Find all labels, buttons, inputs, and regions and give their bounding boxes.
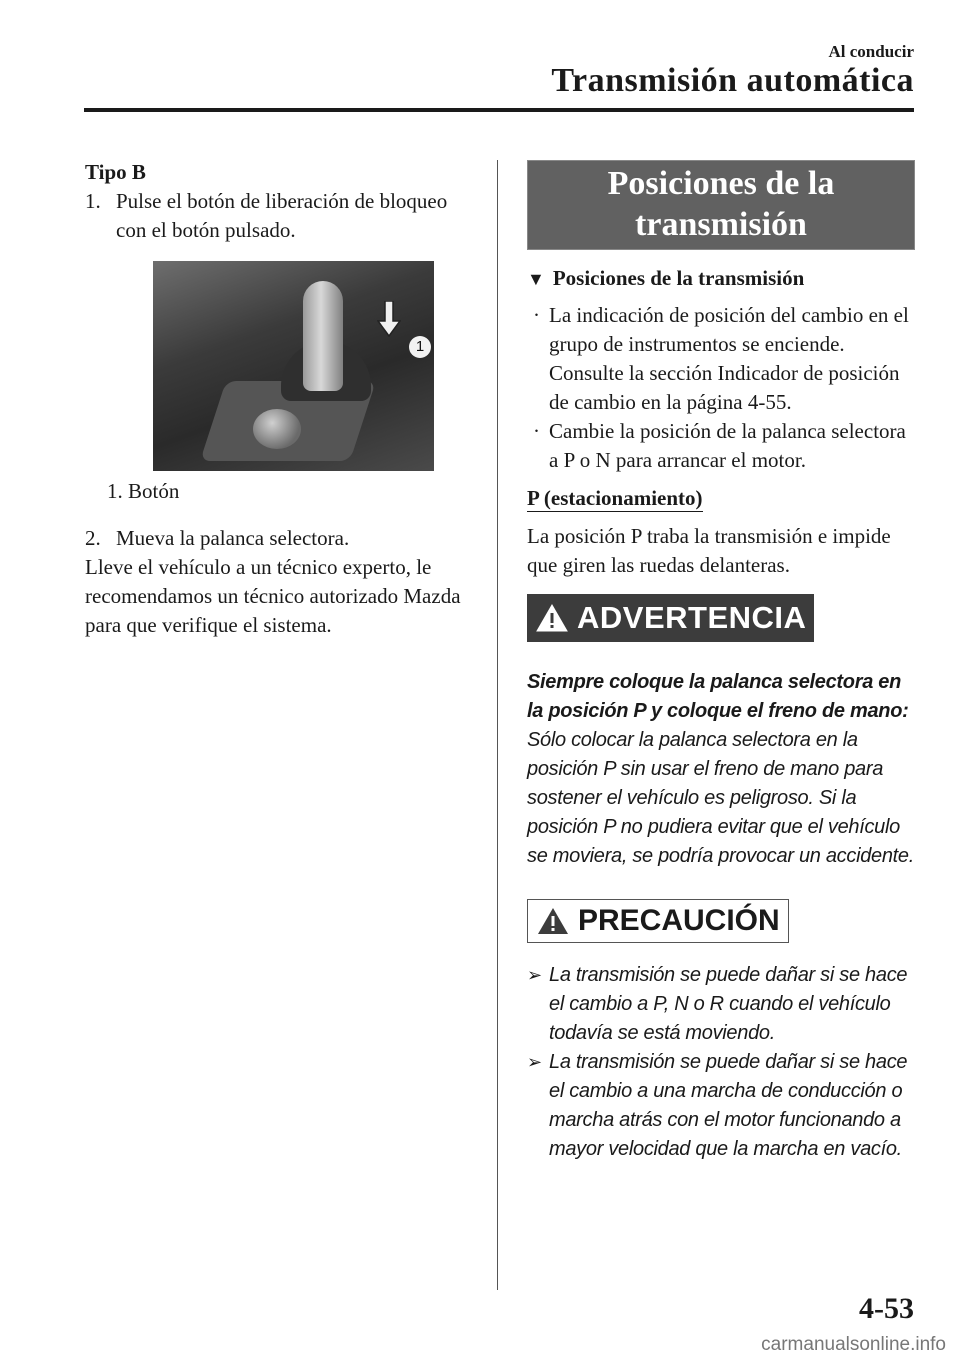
- header-rule: [84, 108, 914, 112]
- figure-caption: 1. Botón: [107, 479, 180, 503]
- watermark: carmanualsonline.info: [761, 1334, 946, 1355]
- page-number: 4-53: [859, 1292, 914, 1325]
- step-2-number: 2.: [85, 526, 101, 550]
- step-1-text: Pulse el botón de liberación de bloqueo con el botón pulsado.: [116, 189, 448, 242]
- warning-label: ADVERTENCIA: [577, 600, 807, 635]
- page-title: Transmisión automática: [551, 62, 914, 99]
- arrow-bullet-icon: ➢: [527, 965, 542, 985]
- list-item: [527, 417, 915, 475]
- warning-triangle-icon: [535, 603, 569, 633]
- subsection-heading-text: Posiciones de la transmisión: [552, 266, 805, 290]
- caution-list: [527, 961, 915, 1164]
- list-item: [527, 301, 915, 417]
- caution-label: PRECAUCIÓN: [578, 904, 780, 937]
- commander-knob: [253, 409, 301, 449]
- step-2: [85, 524, 480, 553]
- shift-lever: [303, 281, 343, 391]
- left-column: [85, 158, 480, 640]
- shift-lever-photo: [153, 261, 434, 471]
- right-column: [527, 160, 915, 1164]
- caution-text: La transmisión se puede dañar si se hace el cambio a P, N o R cuando el vehículo todavía se está moviendo.: [549, 964, 908, 1044]
- list-item: [527, 1048, 915, 1164]
- section-banner: Posiciones de la transmisión: [527, 160, 915, 250]
- warning-badge: [527, 594, 814, 642]
- bullet-text: Cambie la posición de la palanca selectora a P o N para arrancar el motor.: [549, 419, 906, 472]
- bullet-list: [527, 301, 915, 475]
- step-1-number: 1.: [85, 189, 101, 213]
- bullet-dot-icon: ·: [533, 419, 540, 443]
- list-item: [527, 961, 915, 1048]
- arrow-bullet-icon: ➢: [527, 1052, 542, 1072]
- type-heading: Tipo B: [85, 160, 146, 184]
- caution-section: [527, 899, 915, 943]
- subsection-heading: [527, 266, 915, 291]
- figure-callout: 1: [409, 336, 431, 358]
- park-body: La posición P traba la transmisión e impide que giren las ruedas delanteras.: [527, 524, 891, 577]
- section-label: Al conducir: [828, 42, 914, 61]
- press-arrow-icon: [377, 301, 401, 337]
- park-heading: P (estacionamiento): [527, 486, 703, 510]
- step-2-text: Mueva la palanca selectora.: [116, 526, 350, 550]
- service-note: Lleve el vehículo a un técnico experto, le recomendamos un técnico autorizado Mazda para que verifique el sistema.: [85, 555, 461, 637]
- triangle-bullet-icon: ▼: [527, 269, 545, 289]
- bullet-text: La indicación de posición del cambio en el grupo de instrumentos se enciende. Consulte la sección Indicador de posición de cambio en la página 4-55.: [549, 303, 909, 414]
- caution-text: La transmisión se puede dañar si se hace el cambio a una marcha de conducción o marcha atrás con el motor funcionando a mayor velocidad que la marcha en vacío.: [549, 1051, 908, 1160]
- column-divider: [497, 160, 498, 1290]
- caution-badge: [527, 899, 789, 943]
- warning-heading: Siempre coloque la palanca selectora en la posición P y coloque el freno de mano:: [527, 671, 909, 722]
- warning-text: Sólo colocar la palanca selectora en la posición P sin usar el freno de mano para sostener el vehículo es peligroso. Si la posición P no pudiera evitar que el vehículo se moviera, se podría provocar un accidente.: [527, 729, 915, 867]
- bullet-dot-icon: ·: [533, 303, 540, 327]
- caution-triangle-icon: [536, 906, 570, 936]
- step-1: [85, 187, 480, 245]
